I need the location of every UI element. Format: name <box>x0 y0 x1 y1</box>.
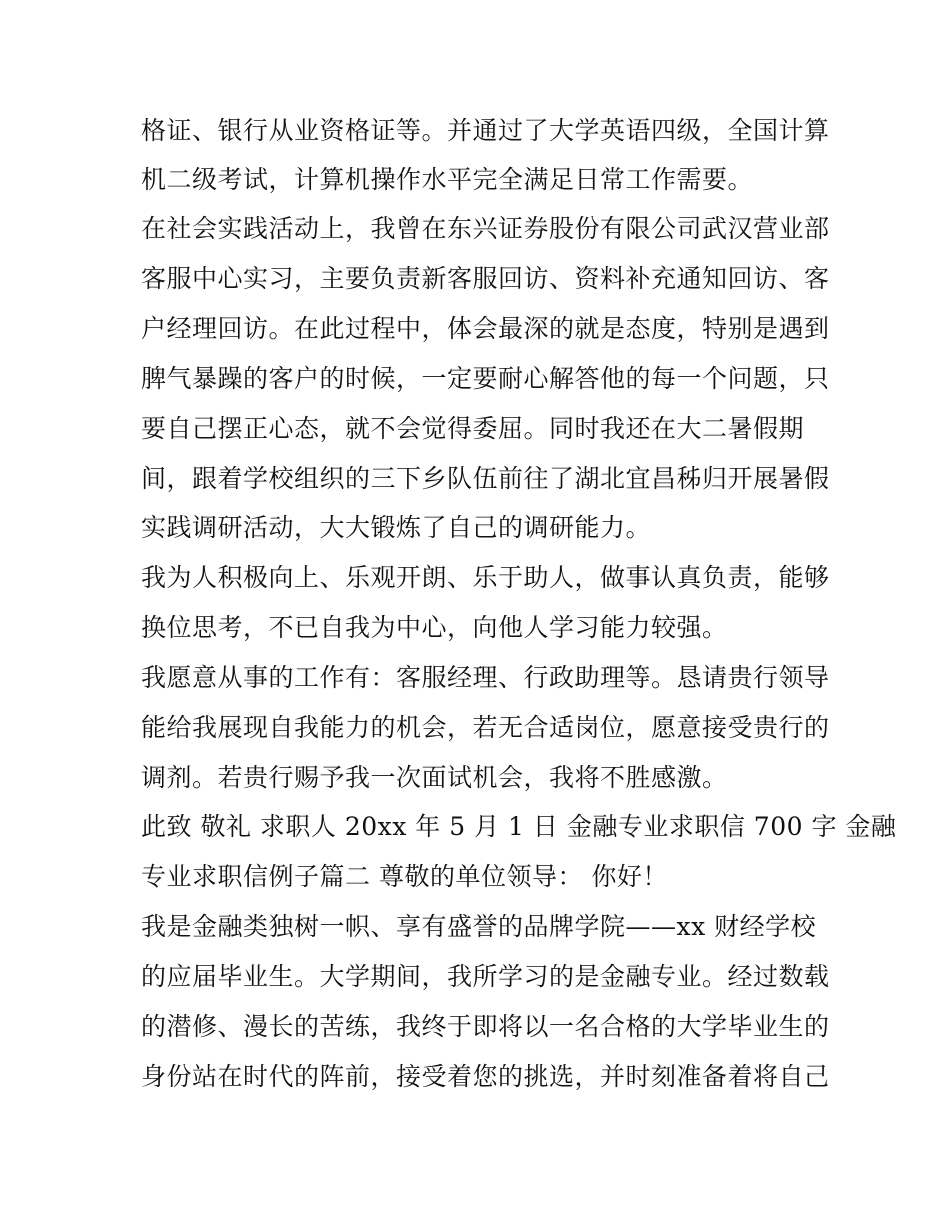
text-line: 实践调研活动，大大锻炼了自己的调研能力。 <box>141 513 652 542</box>
text-line: 此致 敬礼 求职人 20xx 年 5 月 1 日 金融专业求职信 700 字 金融 <box>141 812 897 841</box>
text-line: 格证、银行从业资格证等。并通过了大学英语四级，全国计算 <box>141 116 830 145</box>
text-line: 间，跟着学校组织的三下乡队伍前往了湖北宜昌秭归开展暑假 <box>141 464 830 493</box>
text-line: 脾气暴躁的客户的时候，一定要耐心解答他的每一个问题，只 <box>141 364 830 393</box>
text-line: 调剂。若贵行赐予我一次面试机会，我将不胜感激。 <box>141 763 728 792</box>
text-line: 专业求职信例子篇二 尊敬的单位领导： 你好！ <box>141 862 668 891</box>
text-line: 户经理回访。在此过程中，体会最深的就是态度，特别是遇到 <box>141 314 830 343</box>
text-line: 的潜修、漫长的苦练，我终于即将以一名合格的大学毕业生的 <box>141 1012 830 1041</box>
text-line: 在社会实践活动上，我曾在东兴证券股份有限公司武汉营业部 <box>141 214 830 243</box>
text-line: 我愿意从事的工作有：客服经理、行政助理等。恳请贵行领导 <box>141 663 830 692</box>
text-line: 客服中心实习，主要负责新客服回访、资料补充通知回访、客 <box>141 264 830 293</box>
text-line: 的应届毕业生。大学期间，我所学习的是金融专业。经过数载 <box>141 962 830 991</box>
text-line: 我为人积极向上、乐观开朗、乐于助人，做事认真负责，能够 <box>141 563 830 592</box>
text-line: 机二级考试，计算机操作水平完全满足日常工作需要。 <box>141 165 754 194</box>
text-line: 要自己摆正心态，就不会觉得委屈。同时我还在大二暑假期 <box>141 414 805 443</box>
text-line: 身份站在时代的阵前，接受着您的挑选，并时刻准备着将自己 <box>141 1062 830 1091</box>
text-line: 能给我展现自我能力的机会，若无合适岗位，愿意接受贵行的 <box>141 713 830 742</box>
text-line: 换位思考，不已自我为中心，向他人学习能力较强。 <box>141 613 728 642</box>
text-line: 我是金融类独树一帜、享有盛誉的品牌学院——xx 财经学校 <box>141 912 817 941</box>
